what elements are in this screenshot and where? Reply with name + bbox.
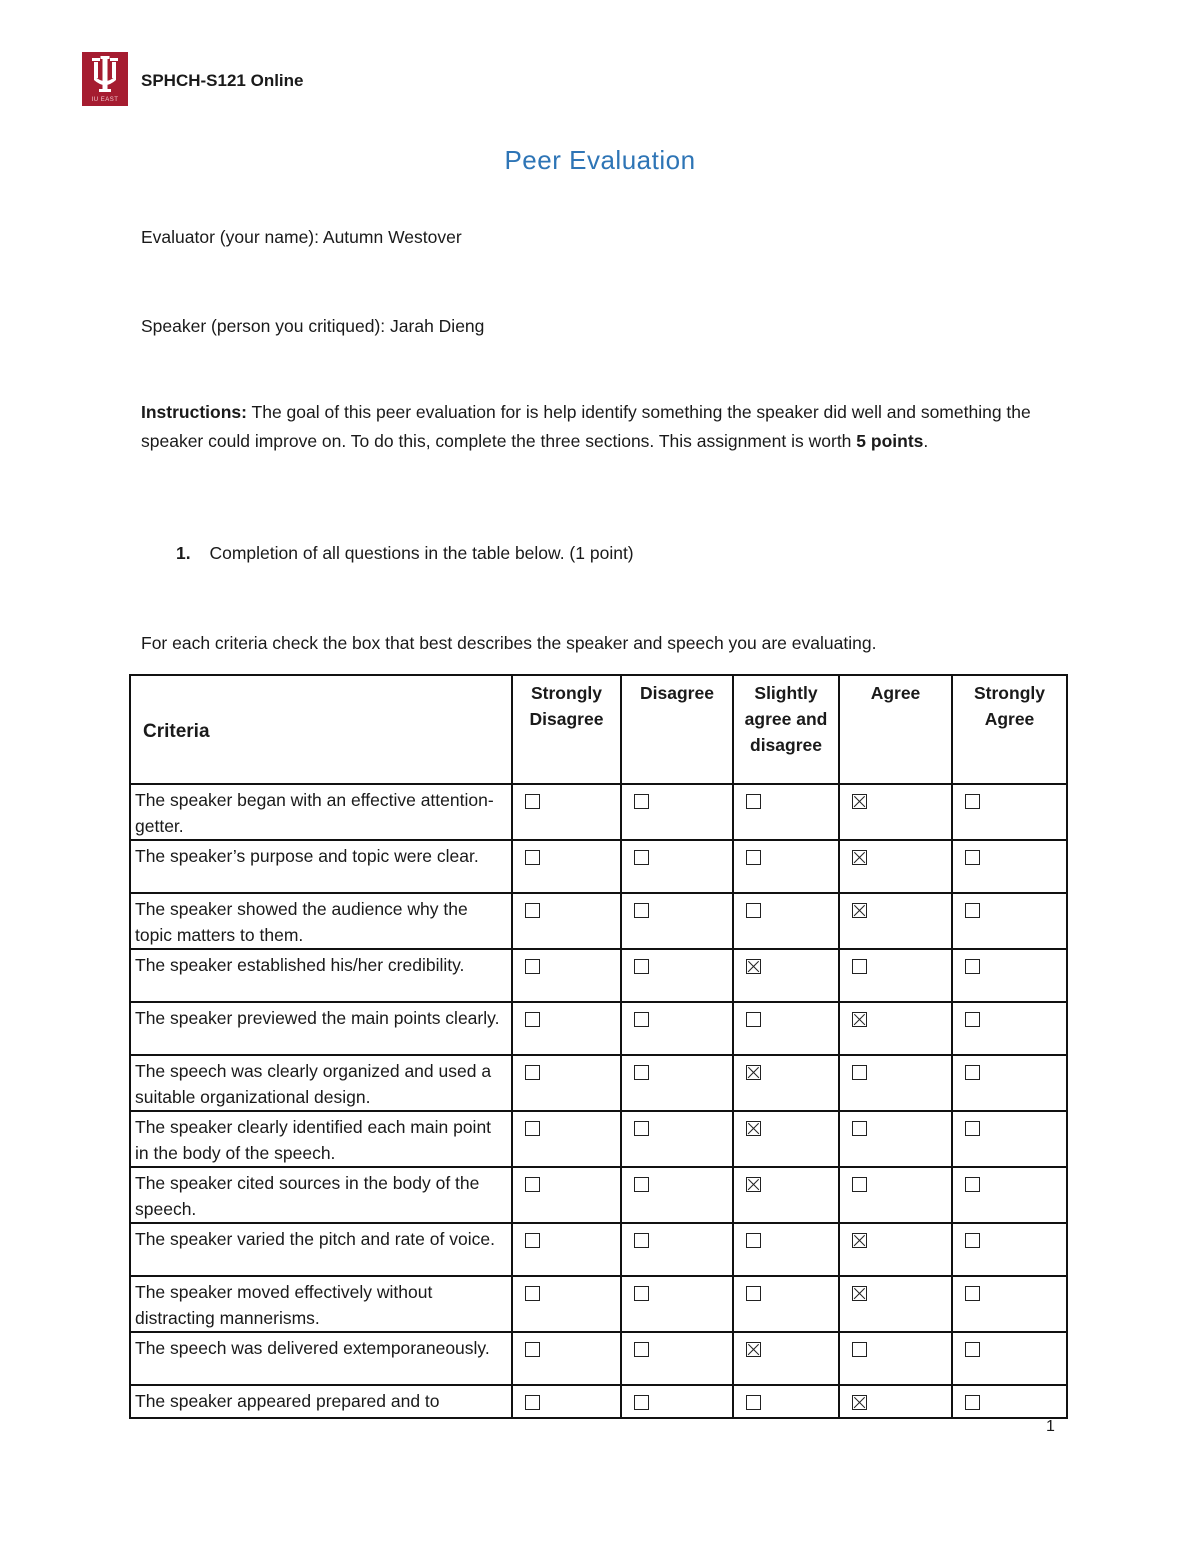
empty-checkbox[interactable] (746, 1286, 761, 1301)
empty-checkbox[interactable] (525, 1286, 540, 1301)
rating-cell (839, 949, 952, 1002)
checked-checkbox[interactable] (852, 903, 867, 918)
rating-cell (621, 1002, 733, 1055)
evaluator-name: Autumn Westover (322, 227, 462, 247)
evaluation-table (129, 674, 1068, 1419)
rating-cell (512, 840, 621, 893)
criterion-text: The speaker’s purpose and topic were clear. (135, 846, 479, 866)
section-1 (176, 543, 634, 564)
rating-cell (839, 1276, 952, 1332)
rating-cell (952, 1002, 1067, 1055)
empty-checkbox[interactable] (746, 903, 761, 918)
empty-checkbox[interactable] (746, 1012, 761, 1027)
checked-checkbox[interactable] (746, 1342, 761, 1357)
rating-cell (621, 1276, 733, 1332)
rating-cell (839, 893, 952, 949)
table-row (130, 1223, 1067, 1276)
rating-cell (733, 1332, 839, 1385)
logo-text: IU EAST (91, 97, 119, 103)
criterion-text: The speaker varied the pitch and rate of voice. (135, 1229, 495, 1249)
rating-cell (621, 1223, 733, 1276)
empty-checkbox[interactable] (965, 1121, 980, 1136)
empty-checkbox[interactable] (965, 903, 980, 918)
rating-cell (952, 949, 1067, 1002)
rating-cell (621, 949, 733, 1002)
rating-cell (952, 840, 1067, 893)
empty-checkbox[interactable] (525, 1012, 540, 1027)
rating-cell (839, 1055, 952, 1111)
checked-checkbox[interactable] (852, 1012, 867, 1027)
header-strongly-agree: Strongly Agree (952, 675, 1067, 784)
empty-checkbox[interactable] (525, 1177, 540, 1192)
table-row (130, 1002, 1067, 1055)
rating-cell (621, 893, 733, 949)
rating-cell (512, 1332, 621, 1385)
empty-checkbox[interactable] (634, 1286, 649, 1301)
empty-checkbox[interactable] (634, 794, 649, 809)
rating-cell (952, 893, 1067, 949)
empty-checkbox[interactable] (965, 1012, 980, 1027)
empty-checkbox[interactable] (525, 1233, 540, 1248)
rating-cell (512, 1223, 621, 1276)
rating-cell (733, 1167, 839, 1223)
checked-checkbox[interactable] (746, 1065, 761, 1080)
rating-cell (512, 784, 621, 840)
empty-checkbox[interactable] (634, 1177, 649, 1192)
section-1-text: Completion of all questions in the table below. (1 point) (209, 543, 634, 563)
rating-cell (952, 1167, 1067, 1223)
criterion-cell (130, 893, 512, 949)
empty-checkbox[interactable] (965, 1177, 980, 1192)
criterion-text: The speaker cited sources in the body of the speech. (135, 1173, 480, 1219)
checked-checkbox[interactable] (852, 1395, 867, 1410)
table-row (130, 1111, 1067, 1167)
instructions-text: The goal of this peer evaluation for is help identify something the speaker did well and something the speaker could improve on. To do this, complete the three sections. This assignment is worth (141, 402, 1031, 451)
rating-cell (733, 1002, 839, 1055)
rating-cell (839, 1167, 952, 1223)
section-1-number: 1. (176, 543, 191, 563)
empty-checkbox[interactable] (525, 794, 540, 809)
rating-cell (733, 893, 839, 949)
empty-checkbox[interactable] (965, 850, 980, 865)
empty-checkbox[interactable] (746, 794, 761, 809)
rating-cell (621, 1385, 733, 1418)
rating-cell (952, 1223, 1067, 1276)
empty-checkbox[interactable] (746, 1395, 761, 1410)
empty-checkbox[interactable] (634, 850, 649, 865)
empty-checkbox[interactable] (634, 1233, 649, 1248)
rating-cell (621, 1167, 733, 1223)
page-number: 1 (1046, 1418, 1055, 1435)
rating-cell (621, 1055, 733, 1111)
table-row (130, 840, 1067, 893)
empty-checkbox[interactable] (965, 794, 980, 809)
rating-cell (839, 840, 952, 893)
criterion-cell (130, 1055, 512, 1111)
empty-checkbox[interactable] (852, 1177, 867, 1192)
rating-cell (621, 1111, 733, 1167)
rating-cell (952, 1385, 1067, 1418)
criterion-cell (130, 1002, 512, 1055)
table-row (130, 1332, 1067, 1385)
empty-checkbox[interactable] (634, 1012, 649, 1027)
rating-cell (839, 1002, 952, 1055)
checked-checkbox[interactable] (746, 1121, 761, 1136)
rating-cell (621, 784, 733, 840)
instructions (141, 398, 1041, 455)
speaker-label: Speaker (person you critiqued): (141, 316, 386, 336)
criterion-text: The speech was clearly organized and used a suitable organizational design. (135, 1061, 492, 1107)
checked-checkbox[interactable] (852, 794, 867, 809)
criterion-text: The speaker appeared prepared and to (135, 1391, 440, 1411)
rating-cell (952, 1055, 1067, 1111)
empty-checkbox[interactable] (634, 903, 649, 918)
rating-cell (621, 840, 733, 893)
empty-checkbox[interactable] (746, 850, 761, 865)
checked-checkbox[interactable] (852, 1286, 867, 1301)
rating-cell (512, 1055, 621, 1111)
rating-cell (733, 1111, 839, 1167)
rating-cell (512, 893, 621, 949)
speaker-name: Jarah Dieng (390, 316, 485, 336)
rating-cell (839, 1223, 952, 1276)
empty-checkbox[interactable] (746, 1233, 761, 1248)
instructions-label: Instructions: (141, 402, 247, 422)
course-header: SPHCH-S121 Online (141, 71, 304, 90)
empty-checkbox[interactable] (525, 1121, 540, 1136)
header-criteria: Criteria (130, 675, 512, 784)
empty-checkbox[interactable] (852, 1342, 867, 1357)
table-row (130, 1055, 1067, 1111)
criterion-cell (130, 840, 512, 893)
header-strongly-disagree: Strongly Disagree (512, 675, 621, 784)
rating-cell (952, 1276, 1067, 1332)
instructions-end: . (923, 430, 929, 451)
instructions-points: 5 points (856, 430, 924, 451)
table-row (130, 893, 1067, 949)
rating-cell (952, 1332, 1067, 1385)
iu-logo (82, 52, 128, 106)
rating-cell (512, 1111, 621, 1167)
empty-checkbox[interactable] (525, 959, 540, 974)
checked-checkbox[interactable] (746, 1177, 761, 1192)
table-row (130, 1276, 1067, 1332)
criterion-text: The speaker previewed the main points clearly. (135, 1008, 500, 1028)
empty-checkbox[interactable] (525, 903, 540, 918)
criterion-text: The speaker clearly identified each main point in the body of the speech. (135, 1117, 492, 1163)
rating-cell (952, 784, 1067, 840)
checked-checkbox[interactable] (852, 850, 867, 865)
rating-cell (733, 1385, 839, 1418)
rating-cell (512, 1276, 621, 1332)
header-disagree: Disagree (621, 675, 733, 784)
checked-checkbox[interactable] (852, 1233, 867, 1248)
rating-cell (839, 1111, 952, 1167)
empty-checkbox[interactable] (852, 1065, 867, 1080)
criterion-text: The speaker established his/her credibility. (135, 955, 465, 975)
speaker-line (141, 316, 484, 337)
criterion-cell (130, 1223, 512, 1276)
table-row (130, 1167, 1067, 1223)
empty-checkbox[interactable] (852, 959, 867, 974)
empty-checkbox[interactable] (525, 1342, 540, 1357)
empty-checkbox[interactable] (525, 1395, 540, 1410)
empty-checkbox[interactable] (965, 1395, 980, 1410)
rating-cell (839, 1385, 952, 1418)
iu-trident-icon (82, 52, 128, 96)
table-row (130, 949, 1067, 1002)
criterion-cell (130, 1167, 512, 1223)
table-intro: For each criteria check the box that best describes the speaker and speech you are evaluating. (141, 633, 877, 653)
checked-checkbox[interactable] (746, 959, 761, 974)
table-row (130, 784, 1067, 840)
rating-cell (733, 784, 839, 840)
rating-cell (512, 1167, 621, 1223)
rating-cell (839, 1332, 952, 1385)
empty-checkbox[interactable] (965, 959, 980, 974)
table-header-row (130, 675, 1067, 784)
empty-checkbox[interactable] (965, 1286, 980, 1301)
rating-cell (512, 949, 621, 1002)
rating-cell (733, 1276, 839, 1332)
criterion-cell (130, 1276, 512, 1332)
header-agree: Agree (839, 675, 952, 784)
page-title: Peer Evaluation (504, 145, 696, 175)
empty-checkbox[interactable] (965, 1065, 980, 1080)
empty-checkbox[interactable] (965, 1233, 980, 1248)
rating-cell (733, 1223, 839, 1276)
criterion-text: The speaker began with an effective attention-getter. (135, 790, 494, 836)
rating-cell (512, 1385, 621, 1418)
criterion-text: The speech was delivered extemporaneously. (135, 1338, 490, 1358)
empty-checkbox[interactable] (852, 1121, 867, 1136)
empty-checkbox[interactable] (634, 1395, 649, 1410)
empty-checkbox[interactable] (634, 959, 649, 974)
criterion-text: The speaker moved effectively without distracting mannerisms. (135, 1282, 433, 1328)
criterion-cell (130, 784, 512, 840)
rating-cell (733, 949, 839, 1002)
empty-checkbox[interactable] (634, 1065, 649, 1080)
empty-checkbox[interactable] (525, 1065, 540, 1080)
criterion-cell (130, 949, 512, 1002)
header-slightly-agree-disagree: Slightly agree and disagree (733, 675, 839, 784)
rating-cell (839, 784, 952, 840)
rating-cell (952, 1111, 1067, 1167)
criterion-text: The speaker showed the audience why the topic matters to them. (135, 899, 468, 945)
rating-cell (733, 1055, 839, 1111)
criterion-cell (130, 1385, 512, 1418)
criterion-cell (130, 1332, 512, 1385)
empty-checkbox[interactable] (634, 1342, 649, 1357)
rating-cell (512, 1002, 621, 1055)
table-row (130, 1385, 1067, 1418)
criterion-cell (130, 1111, 512, 1167)
rating-cell (733, 840, 839, 893)
empty-checkbox[interactable] (634, 1121, 649, 1136)
rating-cell (621, 1332, 733, 1385)
evaluator-label: Evaluator (your name): (141, 227, 319, 247)
evaluator-line (141, 227, 462, 248)
empty-checkbox[interactable] (525, 850, 540, 865)
empty-checkbox[interactable] (965, 1342, 980, 1357)
